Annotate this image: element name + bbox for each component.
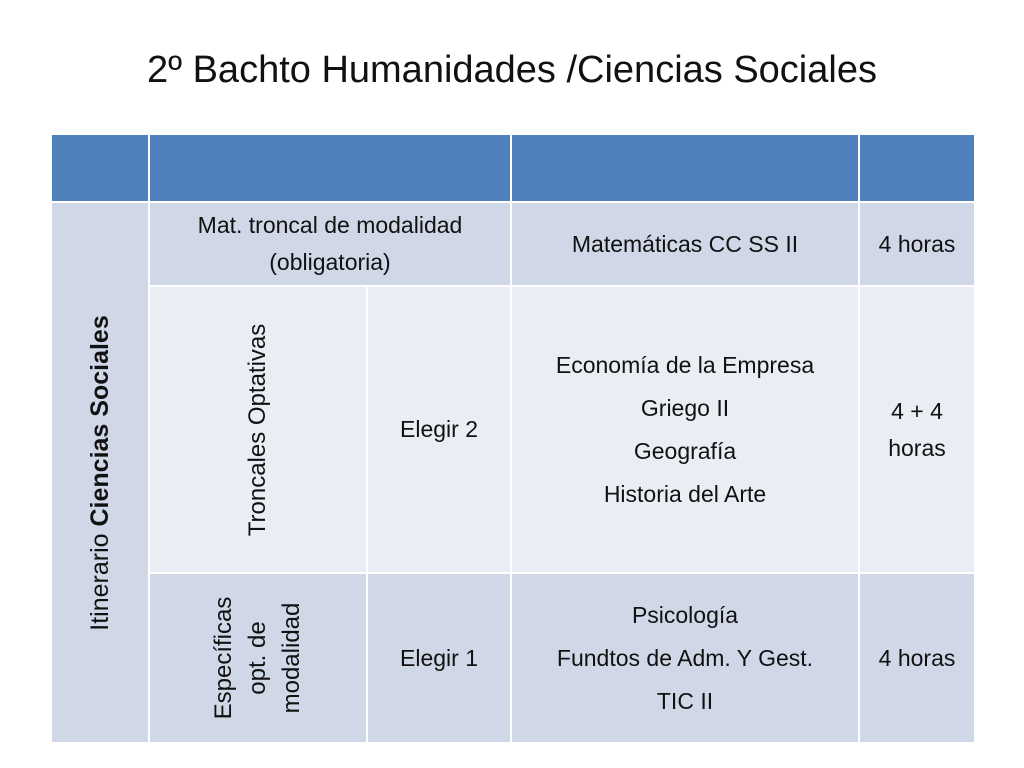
mandatory-label-line2: (obligatoria) <box>269 249 391 275</box>
troncales-hours-cell <box>859 286 975 573</box>
table-row <box>51 286 975 573</box>
subjects-table <box>50 133 976 744</box>
table-row <box>51 202 975 286</box>
troncales-group-cell <box>149 286 367 573</box>
itinerary-name: Ciencias Sociales <box>86 314 114 527</box>
subject-item: TIC II <box>656 687 714 714</box>
troncales-subjects-cell <box>511 286 859 573</box>
group-line: modalidad <box>278 602 305 714</box>
mandatory-label-cell <box>149 202 511 286</box>
header-cell <box>149 134 511 202</box>
header-cell <box>51 134 149 202</box>
subject-item: Psicología <box>631 601 739 628</box>
especificas-subjects-cell <box>511 573 859 743</box>
troncales-group-label: Troncales Optativas <box>244 323 271 536</box>
hours-line2: horas <box>888 434 946 461</box>
troncales-choose-cell: Elegir 2 <box>367 286 511 573</box>
subject-item: Fundtos de Adm. Y Gest. <box>556 644 814 671</box>
group-line: opt. de <box>244 621 271 695</box>
itinerary-cell <box>51 202 149 743</box>
subject-item: Economía de la Empresa <box>555 351 815 378</box>
hours-line1: 4 + 4 <box>891 397 943 424</box>
group-line: Específicas <box>210 596 237 720</box>
subject-item: Historia del Arte <box>603 480 767 507</box>
especificas-group-label <box>207 578 309 738</box>
header-cell <box>511 134 859 202</box>
especificas-hours-cell: 4 horas <box>859 573 975 743</box>
header-cell <box>859 134 975 202</box>
slide-title: 2º Bachto Humanidades /Ciencias Sociales <box>147 49 877 91</box>
subject-item: Geografía <box>633 437 737 464</box>
especificas-group-cell <box>149 573 367 743</box>
mandatory-label-line1: Mat. troncal de modalidad <box>197 212 463 238</box>
mandatory-subject-cell: Matemáticas CC SS II <box>511 202 859 286</box>
itinerary-prefix: Itinerario <box>86 532 114 631</box>
table-row <box>51 573 975 743</box>
mandatory-hours-cell: 4 horas <box>859 202 975 286</box>
header-row <box>51 134 975 202</box>
especificas-choose-cell: Elegir 1 <box>367 573 511 743</box>
subject-item: Griego II <box>640 394 730 421</box>
